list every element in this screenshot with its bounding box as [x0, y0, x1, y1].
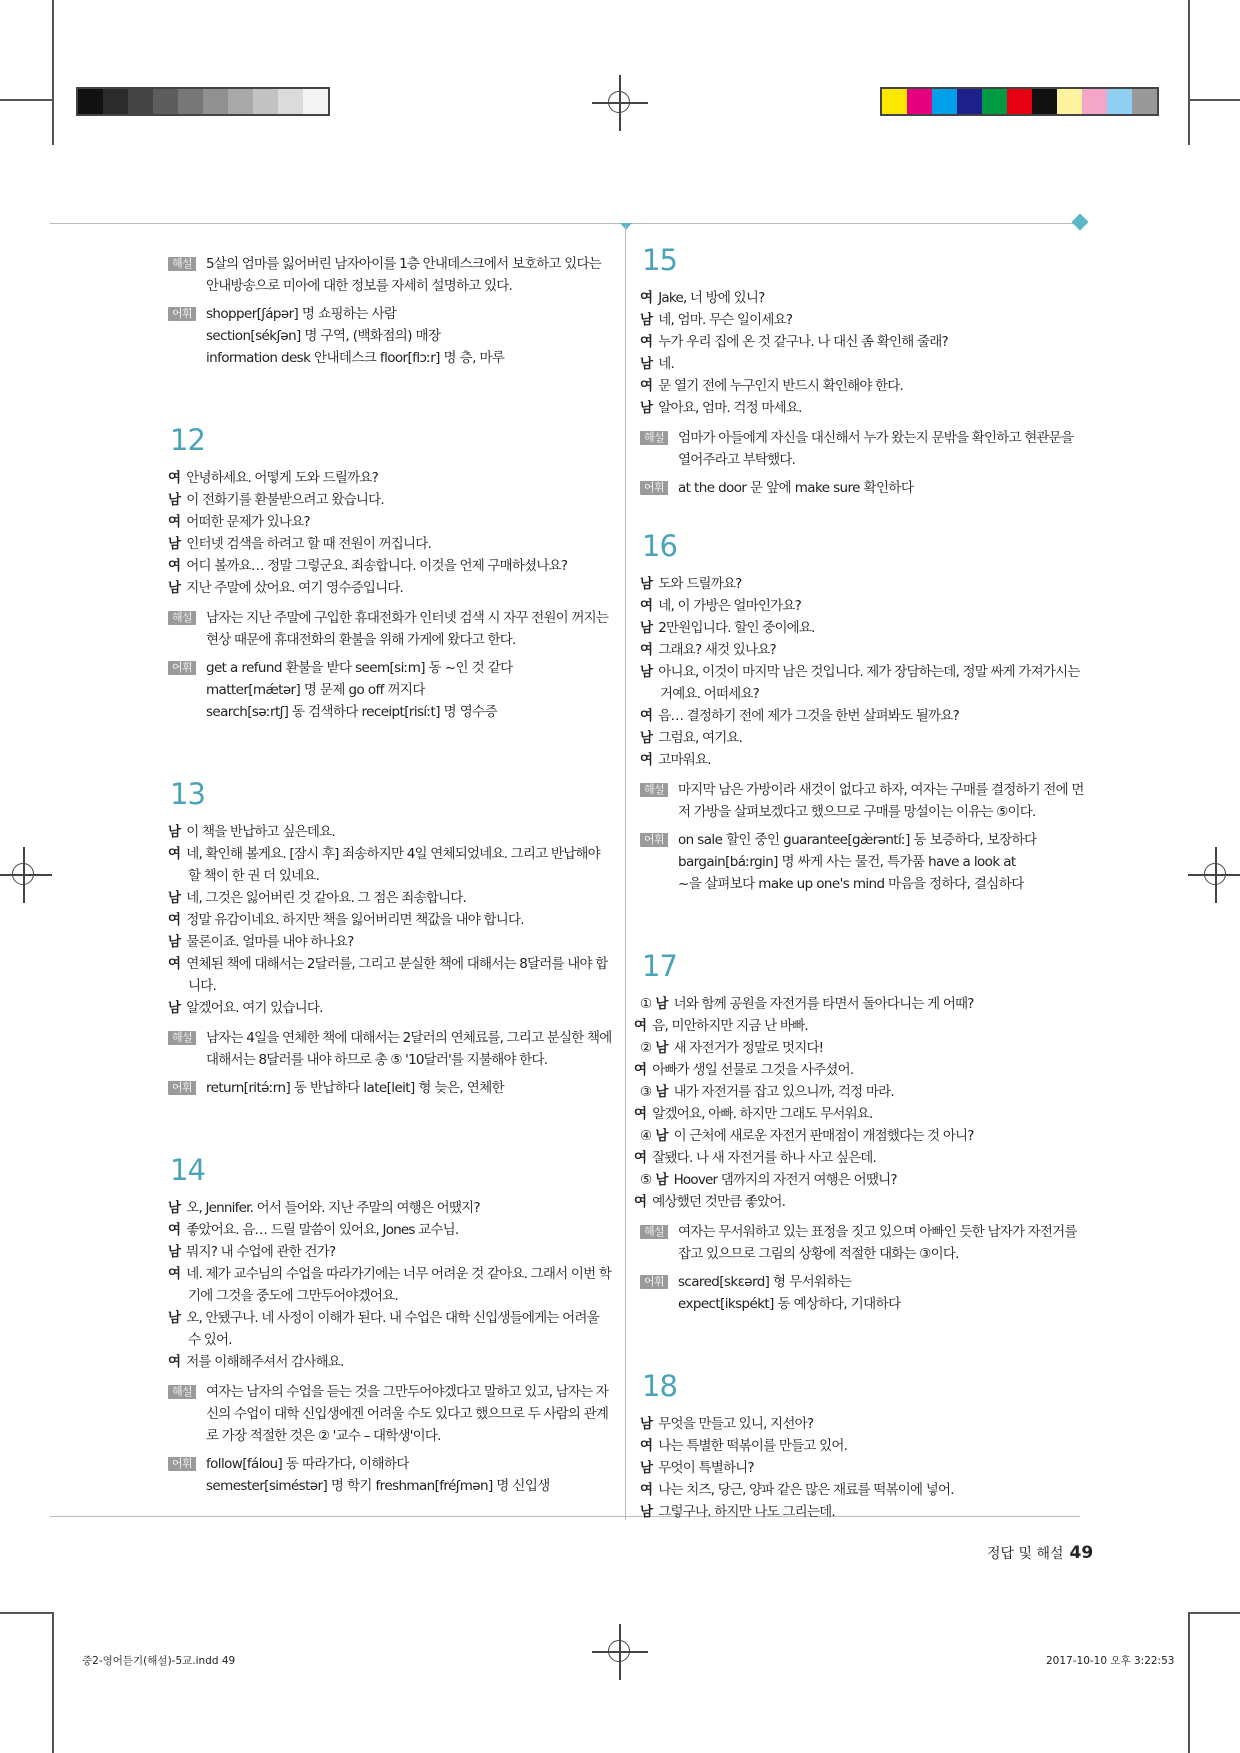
speaker-label: 남 [168, 1199, 181, 1216]
color-swatch [1032, 89, 1057, 114]
haeseol-tag: 해설 [640, 783, 668, 797]
vocab-note [168, 303, 613, 369]
speaker-label: 남 [168, 579, 181, 596]
vocab-line: return[ritə́ːrn] 동 반납하다 late[leit] 형 늦은, 연체한 [206, 1079, 505, 1096]
utterance-text: 이 근처에 새로운 자전거 판매점이 개점했다는 것 아니? [673, 1127, 974, 1144]
speaker-label: 남 [168, 823, 181, 840]
dialogue-line [640, 1457, 1085, 1479]
haeseol-text: 마지막 남은 가방이라 새것이 없다고 하자, 여자는 구매를 결정하기 전에 먼저 가방을 살펴보겠다고 했으므로 구매를 망설이는 이유는 ⑤이다. [678, 781, 1084, 820]
choice-number: ① [640, 995, 652, 1012]
vocab-note [640, 477, 1085, 499]
dialogue-line [640, 1037, 1085, 1059]
vocab-line: at the door 문 앞에 make sure 확인하다 [678, 479, 914, 496]
question-number: 15 [642, 243, 677, 277]
dialogue-line [640, 309, 1085, 331]
color-swatch [1107, 89, 1132, 114]
haeseol-note [168, 607, 613, 651]
registration-mark [592, 1624, 648, 1680]
speaker-label: 남 [640, 311, 653, 328]
dialogue [168, 821, 613, 1019]
dialogue-line [168, 909, 613, 931]
speaker-label: 남 [168, 535, 181, 552]
utterance-text: 인터넷 검색을 하려고 할 때 전원이 꺼집니다. [186, 535, 432, 552]
column-divider [625, 226, 626, 1520]
dialogue-line [640, 1169, 1085, 1191]
utterance-text: 저를 이해해주셔서 감사해요. [186, 1353, 344, 1370]
utterance-text: 네. 제가 교수님의 수업을 따라가기에는 너무 어려운 것 같아요. 그래서 이번 학기에 그것을 중도에 그만두어야겠어요. [186, 1265, 612, 1304]
haeseol-text: 5살의 엄마를 잃어버린 남자아이를 1층 안내데스크에서 보호하고 있다는 안내방송으로 미아에 대한 정보를 자세히 설명하고 있다. [206, 256, 602, 294]
utterance-text: 알겠어요. 여기 있습니다. [186, 999, 323, 1016]
utterance-text: 도와 드릴까요? [658, 575, 742, 592]
speaker-label: 여 [168, 1221, 181, 1238]
haeseol-tag: 해설 [168, 611, 196, 625]
crop-mark [1188, 99, 1240, 101]
color-swatch [128, 89, 153, 114]
utterance-text: 오, Jennifer. 어서 들어와. 지난 주말의 여행은 어땠지? [186, 1199, 480, 1216]
color-swatch [228, 89, 253, 114]
color-swatch [203, 89, 228, 114]
utterance-text: 누가 우리 집에 온 것 같구나. 나 대신 좀 확인해 줄래? [658, 333, 948, 350]
dialogue-line [168, 1307, 613, 1351]
speaker-label: 여 [634, 1017, 647, 1034]
utterance-text: 예상했던 것만큼 좋았어. [652, 1193, 786, 1210]
utterance-text: 네, 엄마. 무슨 일이세요? [658, 311, 793, 328]
dialogue [168, 467, 613, 599]
dialogue-line [168, 887, 613, 909]
color-swatch [303, 89, 328, 114]
utterance-text: 알아요, 엄마. 걱정 마세요. [658, 399, 802, 416]
top-rule [50, 223, 1080, 224]
dialogue-line [640, 375, 1085, 397]
haeseol-tag: 해설 [168, 257, 196, 271]
question-number: 12 [170, 423, 205, 457]
dialogue-line [640, 1479, 1085, 1501]
dialogue-line [168, 1197, 613, 1219]
speaker-label: 여 [634, 1193, 647, 1210]
speaker-label: 남 [640, 663, 653, 680]
crop-mark [52, 0, 54, 145]
speaker-label: 여 [168, 955, 181, 972]
utterance-text: 네, 확인해 볼게요. [잠시 후] 죄송하지만 4일 연체되었네요. 그리고 반납해야 할 책이 한 권 더 있네요. [186, 845, 600, 884]
dialogue-line [640, 397, 1085, 419]
utterance-text: 그렇구나. 하지만 나도 그리는데. [658, 1503, 835, 1520]
vocab-line: ~을 살펴보다 make up one's mind 마음을 정하다, 결심하다 [678, 875, 1024, 892]
dialogue-line [634, 1103, 1085, 1125]
utterance-text: 나는 특별한 떡볶이를 만들고 있어. [658, 1437, 848, 1454]
vocab-tag: 어휘 [168, 1081, 196, 1095]
speaker-label: 여 [640, 707, 653, 724]
haeseol-tag: 해설 [168, 1031, 196, 1045]
question-number: 14 [170, 1152, 205, 1187]
diamond-ornament [1072, 214, 1089, 231]
utterance-text: 무엇을 만들고 있니, 지선아? [658, 1415, 814, 1432]
haeseol-note [640, 779, 1085, 823]
dialogue-line [640, 639, 1085, 661]
vocab-tag: 어휘 [168, 1457, 196, 1471]
dialogue-line [168, 843, 613, 887]
utterance-text: 나는 치즈, 당근, 양파 같은 많은 재료를 떡볶이에 넣어. [658, 1481, 954, 1498]
dialogue-line [168, 1351, 613, 1373]
dialogue-line [634, 1015, 1085, 1037]
utterance-text: 음, 미안하지만 지금 난 바빠. [652, 1017, 808, 1034]
utterance-text: 알겠어요, 아빠. 하지만 그래도 무서워요. [652, 1105, 873, 1122]
dialogue [640, 1413, 1085, 1523]
dialogue-line [640, 353, 1085, 375]
dialogue-line [640, 573, 1085, 595]
speaker-label: 여 [640, 641, 653, 658]
dialogue-line [640, 595, 1085, 617]
speaker-label: 여 [168, 469, 181, 486]
speaker-label: 남 [640, 399, 653, 416]
utterance-text: 내가 자전거를 잡고 있으니까, 걱정 마라. [673, 1083, 894, 1100]
vocab-line: matter[mǽtər] 명 문제 go off 꺼지다 [206, 681, 425, 698]
haeseol-text: 여자는 무서워하고 있는 표정을 짓고 있으며 아빠인 듯한 남자가 자전거를 잡고 있으므로 그림의 상황에 적절한 대화는 ③이다. [678, 1223, 1077, 1262]
speaker-label: 남 [168, 933, 181, 950]
crop-mark [1188, 1612, 1190, 1753]
dialogue-line [640, 749, 1085, 771]
vocab-note [640, 829, 1085, 895]
speaker-label: 남 [640, 1503, 653, 1520]
utterance-text: 좋았어요. 음… 드릴 말씀이 있어요, Jones 교수님. [186, 1221, 459, 1238]
speaker-label: 남 [655, 1083, 668, 1100]
registration-mark [592, 75, 648, 131]
haeseol-tag: 해설 [640, 431, 668, 445]
dialogue-line [640, 727, 1085, 749]
vocab-line: information desk 안내데스크 floor[flɔːr] 명 층, 마루 [206, 350, 505, 366]
left-column [168, 245, 613, 1497]
vocab-note [168, 1453, 613, 1497]
color-swatch [103, 89, 128, 114]
dialogue-line [640, 1435, 1085, 1457]
utterance-text: 물론이죠. 얼마를 내야 하나요? [186, 933, 354, 950]
speaker-label: 여 [640, 1481, 653, 1498]
dialogue [168, 1197, 613, 1373]
dialogue-line [640, 1501, 1085, 1523]
utterance-text: 그럼요, 여기요. [658, 729, 743, 746]
dialogue-line [640, 705, 1085, 727]
vocab-line: bargain[báːrgin] 명 싸게 사는 물건, 특가품 have a look at [678, 853, 1016, 870]
dialogue-line [634, 1147, 1085, 1169]
speaker-label: 여 [634, 1105, 647, 1122]
dialogue-line [640, 1081, 1085, 1103]
haeseol-note [168, 253, 613, 297]
dialogue-line [640, 287, 1085, 309]
vocab-line: on sale 할인 중인 guarantee[gæ̀rəntíː] 동 보증하다, 보장하다 [678, 831, 1037, 848]
question-number: 18 [642, 1368, 677, 1403]
speaker-label: 여 [634, 1061, 647, 1078]
speaker-label: 여 [640, 751, 653, 768]
haeseol-text: 남자는 지난 주말에 구입한 휴대전화가 인터넷 검색 시 자꾸 전원이 꺼지는 현상 때문에 휴대전화의 환불을 위해 가게에 왔다고 한다. [206, 609, 609, 648]
utterance-text: 그래요? 새것 있나요? [658, 641, 776, 658]
speaker-label: 여 [168, 513, 181, 530]
date-slug: 2017-10-10 오후 3:22:53 [1046, 1655, 1175, 1667]
dialogue [640, 573, 1085, 771]
utterance-text: 음… 결정하기 전에 제가 그것을 한번 살펴봐도 될까요? [658, 707, 959, 724]
utterance-text: 연체된 책에 대해서는 2달러를, 그리고 분실한 책에 대해서는 8달러를 내야 합니다. [186, 955, 608, 994]
color-swatch [1082, 89, 1107, 114]
dialogue-line [168, 533, 613, 555]
haeseol-text: 엄마가 아들에게 자신을 대신해서 누가 왔는지 문밖을 확인하고 현관문을 열어주라고 부탁했다. [678, 429, 1074, 468]
question-number: 13 [170, 776, 205, 811]
utterance-text: 정말 유감이네요. 하지만 책을 잃어버리면 책값을 내야 합니다. [186, 911, 524, 928]
dialogue-line [168, 1241, 613, 1263]
speaker-label: 여 [168, 1265, 181, 1282]
speaker-label: 여 [634, 1149, 647, 1166]
dialogue-line [168, 489, 613, 511]
crop-mark [0, 1612, 52, 1614]
utterance-text: 네, 이 가방은 얼마인가요? [658, 597, 801, 614]
crop-mark [1188, 1612, 1240, 1614]
color-swatch [253, 89, 278, 114]
dialogue-line [640, 1125, 1085, 1147]
vocab-tag: 어휘 [640, 1275, 668, 1289]
speaker-label: 여 [640, 1437, 653, 1454]
vocab-line: semester[siméstər] 명 학기 freshman[fréʃmən] 명 신입생 [206, 1477, 550, 1494]
haeseol-note [640, 427, 1085, 471]
dialogue-line [168, 997, 613, 1019]
crop-mark [0, 99, 52, 101]
color-swatch [882, 89, 907, 114]
speaker-label: 여 [168, 1353, 181, 1370]
utterance-text: 이 전화기를 환불받으려고 왔습니다. [186, 491, 384, 508]
dialogue-line [634, 1191, 1085, 1213]
haeseol-tag: 해설 [640, 1225, 668, 1239]
utterance-text: 2만원입니다. 할인 중이에요. [658, 619, 815, 636]
speaker-label: 남 [640, 1415, 653, 1432]
speaker-label: 남 [640, 729, 653, 746]
speaker-label: 여 [640, 377, 653, 394]
utterance-text: 지난 주말에 샀어요. 여기 영수증입니다. [186, 579, 404, 596]
color-swatch [957, 89, 982, 114]
vocab-line: section[sékʃən] 명 구역, (백화점의) 매장 [206, 328, 441, 344]
vocab-line: get a refund 환불을 받다 seem[siːm] 동 ~인 것 같다 [206, 659, 513, 676]
dialogue-line [640, 1413, 1085, 1435]
haeseol-text: 여자는 남자의 수업을 듣는 것을 그만두어야겠다고 말하고 있고, 남자는 자신의 수업이 대학 신입생에겐 어려울 수도 있다고 했으므로 두 사람의 관계로 가장 적절한 것은 ② '교수 – 대학생'이다. [206, 1383, 609, 1444]
speaker-label: 남 [655, 995, 668, 1012]
dialogue-line [168, 1263, 613, 1307]
dialogue-line [640, 993, 1085, 1015]
color-swatch [1007, 89, 1032, 114]
vocab-line: shopper[ʃápər] 명 쇼핑하는 사람 [206, 306, 397, 322]
vocab-line: expect[ikspékt] 동 예상하다, 기대하다 [678, 1295, 901, 1312]
speaker-label: 남 [168, 1243, 181, 1260]
haeseol-note [168, 1027, 613, 1071]
speaker-label: 남 [640, 619, 653, 636]
dialogue-line [640, 617, 1085, 639]
utterance-text: 오, 안됐구나. 네 사정이 이해가 된다. 내 수업은 대학 신입생들에게는 어려울 수 있어. [186, 1309, 599, 1348]
speaker-label: 여 [640, 333, 653, 350]
dialogue-line [168, 467, 613, 489]
choice-number: ② [640, 1039, 652, 1056]
utterance-text: 고마워요. [658, 751, 711, 768]
utterance-text: 너와 함께 공원을 자전거를 타면서 돌아다니는 게 어때? [673, 995, 974, 1012]
dialogue-line [168, 577, 613, 599]
triangle-ornament [620, 223, 632, 230]
utterance-text: 뭐지? 내 수업에 관한 건가? [186, 1243, 336, 1260]
utterance-text: 아빠가 생일 선물로 그것을 사주셨어. [652, 1061, 854, 1078]
page-number: 49 [1069, 1543, 1094, 1563]
utterance-text: 어떠한 문제가 있나요? [186, 513, 310, 530]
dialogue-line [640, 661, 1085, 705]
speaker-label: 남 [168, 889, 181, 906]
speaker-label: 남 [168, 999, 181, 1016]
color-swatch [932, 89, 957, 114]
dialogue [634, 993, 1085, 1213]
utterance-text: 무엇이 특별하니? [658, 1459, 754, 1476]
utterance-text: 이 책을 반납하고 싶은데요. [186, 823, 335, 840]
haeseol-note [640, 1221, 1085, 1265]
speaker-label: 여 [640, 597, 653, 614]
color-swatch [1057, 89, 1082, 114]
vocab-tag: 어휘 [640, 833, 668, 847]
dialogue-line [168, 953, 613, 997]
speaker-label: 남 [640, 355, 653, 372]
color-swatch [153, 89, 178, 114]
speaker-label: 남 [655, 1171, 668, 1188]
section-label: 정답 및 해설 [987, 1546, 1064, 1562]
vocab-note [168, 657, 613, 723]
speaker-label: 남 [655, 1127, 668, 1144]
vocab-tag: 어휘 [168, 661, 196, 675]
utterance-text: 문 열기 전에 누구인지 반드시 확인해야 한다. [658, 377, 904, 394]
color-swatch [907, 89, 932, 114]
speaker-label: 남 [655, 1039, 668, 1056]
vocab-tag: 어휘 [168, 307, 196, 321]
right-column [634, 243, 1085, 1523]
utterance-text: 네. [658, 355, 674, 372]
vocab-line: search[səːrtʃ] 동 검색하다 receipt[risíːt] 명 영수증 [206, 703, 498, 720]
vocab-line: follow[fálou] 동 따라가다, 이해하다 [206, 1455, 409, 1472]
crop-mark [1188, 0, 1190, 145]
choice-number: ④ [640, 1127, 652, 1144]
vocab-note [640, 1271, 1085, 1315]
dialogue [640, 287, 1085, 419]
dialogue-line [168, 821, 613, 843]
color-swatch [1132, 89, 1157, 114]
dialogue-line [168, 555, 613, 577]
speaker-label: 여 [640, 289, 653, 306]
dialogue-line [634, 1059, 1085, 1081]
crop-mark [52, 1612, 54, 1753]
question-number: 17 [642, 948, 677, 983]
question-number: 16 [642, 528, 677, 563]
utterance-text: 네, 그것은 잃어버린 것 같아요. 그 점은 죄송합니다. [186, 889, 466, 906]
haeseol-note [168, 1381, 613, 1447]
choice-number: ⑤ [640, 1171, 652, 1188]
color-swatch [178, 89, 203, 114]
speaker-label: 여 [168, 845, 181, 862]
vocab-tag: 어휘 [640, 481, 668, 495]
gray-color-bar [76, 87, 330, 116]
page-footer [987, 1543, 1093, 1563]
vocab-line: scared[skɛərd] 형 무서워하는 [678, 1273, 852, 1290]
utterance-text: Hoover 댐까지의 자전거 여행은 어땠니? [673, 1171, 897, 1188]
dialogue-line [168, 1219, 613, 1241]
vocab-note [168, 1077, 613, 1099]
haeseol-tag: 해설 [168, 1385, 196, 1399]
cmyk-color-bar [880, 87, 1159, 116]
color-swatch [982, 89, 1007, 114]
utterance-text: 아니요, 이것이 마지막 남은 것입니다. 제가 장담하는데, 정말 싸게 가져가시는 거예요. 어떠세요? [658, 663, 1080, 702]
dialogue-line [168, 511, 613, 533]
haeseol-text: 남자는 4일을 연체한 책에 대해서는 2달러의 연체료를, 그리고 분실한 책에 대해서는 8달러를 내야 하므로 총 ⑤ '10달러'를 지불해야 한다. [206, 1029, 612, 1068]
speaker-label: 남 [168, 491, 181, 508]
color-swatch [78, 89, 103, 114]
speaker-label: 남 [640, 1459, 653, 1476]
dialogue-line [168, 931, 613, 953]
speaker-label: 여 [168, 911, 181, 928]
registration-mark [0, 847, 52, 903]
registration-mark [1188, 847, 1240, 903]
speaker-label: 남 [168, 1309, 181, 1326]
choice-number: ③ [640, 1083, 652, 1100]
dialogue-line [640, 331, 1085, 353]
speaker-label: 여 [168, 557, 181, 574]
utterance-text: 안녕하세요. 어떻게 도와 드릴까요? [186, 469, 378, 486]
color-swatch [278, 89, 303, 114]
utterance-text: 잘됐다. 나 새 자전거를 하나 사고 싶은데. [652, 1149, 877, 1166]
file-slug: 중2-영어듣기(해설)-5교.indd 49 [82, 1655, 236, 1667]
utterance-text: 새 자전거가 정말로 멋지다! [673, 1039, 824, 1056]
utterance-text: 어디 볼까요… 정말 그렇군요. 죄송합니다. 이것을 언제 구매하셨나요? [186, 557, 568, 574]
utterance-text: Jake, 너 방에 있니? [658, 289, 765, 306]
speaker-label: 남 [640, 575, 653, 592]
